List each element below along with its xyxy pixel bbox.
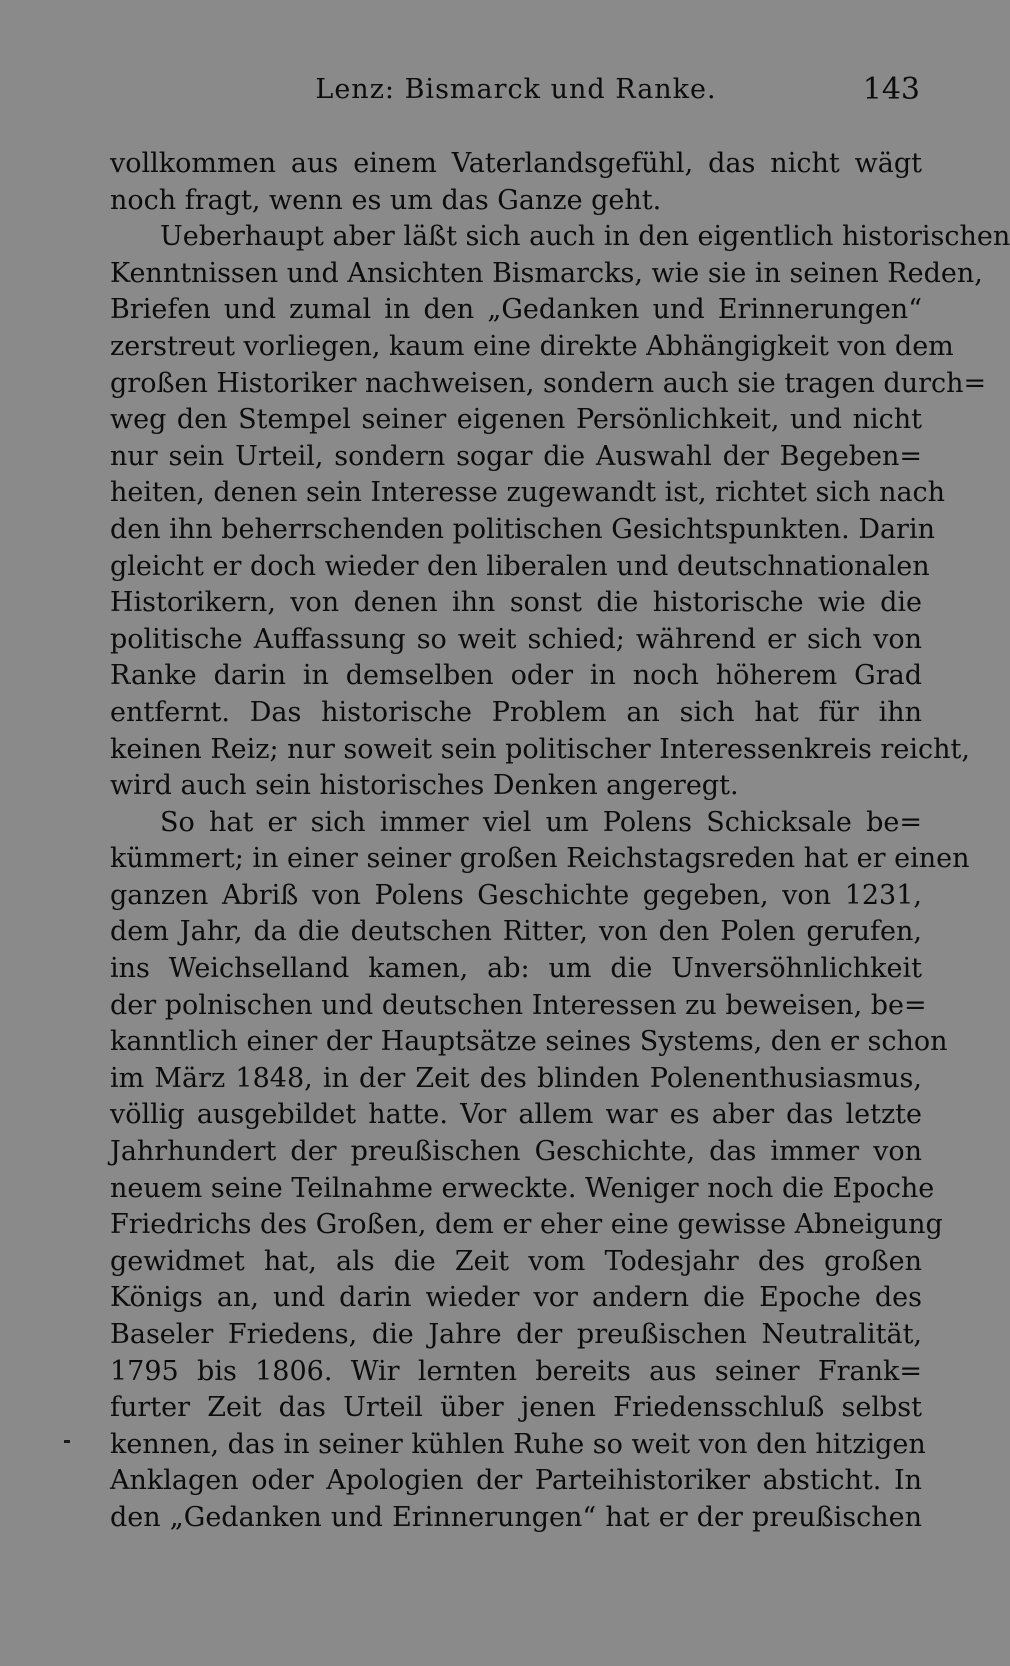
- text-line: gewidmet hat, als die Zeit vom Todesjahr des großen: [110, 1245, 922, 1277]
- text-line: nur sein Urteil, sondern sogar die Auswahl der Begeben=: [110, 440, 922, 472]
- text-line: keinen Reiz; nur soweit sein politischer Interessenkreis reicht,: [110, 733, 970, 765]
- text-line: Kenntnissen und Ansichten Bismarcks, wie sie in seinen Reden,: [110, 257, 983, 289]
- text-line: Ranke darin in demselben oder in noch höherem Grad: [110, 660, 922, 692]
- text-line: neuem seine Teilnahme erweckte. Weniger noch die Epoche: [110, 1172, 935, 1204]
- text-line: Baseler Friedens, die Jahre der preußischen Neutralität,: [110, 1319, 922, 1350]
- page-header: [112, 74, 920, 114]
- paragraph-first-line: So hat er sich immer viel um Polens Schicksale be=: [160, 806, 922, 838]
- text-line: den „Gedanken und Erinnerungen“ hat er der preußischen: [110, 1501, 922, 1533]
- text-line: im März 1848, in der Zeit des blinden Polenenthusiasmus,: [110, 1062, 922, 1094]
- running-title: Lenz: Bismarck und Ranke.: [315, 74, 717, 105]
- margin-mark: [64, 1440, 70, 1443]
- text-line: zerstreut vorliegen, kaum eine direkte Abhängigkeit von dem: [110, 330, 954, 362]
- text-line: 1795 bis 1806. Wir lernten bereits aus seiner Frank=: [110, 1355, 922, 1387]
- text-line: politische Auffassung so weit schied; während er sich von: [110, 623, 922, 655]
- text-line: dem Jahr, da die deutschen Ritter, von den Polen gerufen,: [110, 916, 922, 948]
- text-line: der polnischen und deutschen Interessen zu beweisen, be=: [110, 989, 927, 1021]
- page-number: 143: [862, 72, 920, 107]
- text-line: Briefen und zumal in den „Gedanken und Erinnerungen“: [110, 294, 922, 326]
- text-line: großen Historiker nachweisen, sondern auch sie tragen durch=: [110, 367, 987, 399]
- text-line: ins Weichselland kamen, ab: um die Unversöhnlichkeit: [110, 953, 922, 985]
- text-line: Friedrichs des Großen, dem er eher eine gewisse Abneigung: [110, 1209, 943, 1241]
- text-line: vollkommen aus einem Vaterlandsgefühl, das nicht wägt: [110, 148, 922, 179]
- text-line: Historikern, von denen ihn sonst die historische wie die: [110, 587, 922, 619]
- text-line: ganzen Abriß von Polens Geschichte gegeben, von 1231,: [110, 879, 922, 911]
- text-line: weg den Stempel seiner eigenen Persönlichkeit, und nicht: [110, 404, 922, 436]
- text-line: Jahrhundert der preußischen Geschichte, das immer von: [110, 1136, 922, 1168]
- text-line: Königs an, und darin wieder vor andern die Epoche des: [110, 1282, 922, 1314]
- text-line: den ihn beherrschenden politischen Gesichtspunkten. Darin: [110, 513, 935, 545]
- text-line: furter Zeit das Urteil über jenen Friedensschluß selbst: [110, 1392, 922, 1424]
- body-text: [110, 146, 1010, 1537]
- text-line: heiten, denen sein Interesse zugewandt ist, richtet sich nach: [110, 477, 946, 509]
- paragraph-first-line: Ueberhaupt aber läßt sich auch in den eigentlich historischen: [160, 221, 1010, 253]
- text-line: Anklagen oder Apologien der Parteihistoriker absticht. In: [110, 1465, 922, 1497]
- text-line: gleicht er doch wieder den liberalen und deutschnationalen: [110, 550, 930, 582]
- text-line: kennen, das in seiner kühlen Ruhe so weit von den hitzigen: [110, 1428, 926, 1460]
- text-line: wird auch sein historisches Denken angeregt.: [110, 770, 739, 802]
- text-line: kümmert; in einer seiner großen Reichstagsreden hat er einen: [110, 843, 970, 875]
- text-line: entfernt. Das historische Problem an sich hat für ihn: [110, 696, 922, 728]
- text-line: kanntlich einer der Hauptsätze seines Systems, den er schon: [110, 1026, 948, 1058]
- text-line: noch fragt, wenn es um das Ganze geht.: [110, 184, 662, 216]
- text-line: völlig ausgebildet hatte. Vor allem war es aber das letzte: [110, 1099, 922, 1131]
